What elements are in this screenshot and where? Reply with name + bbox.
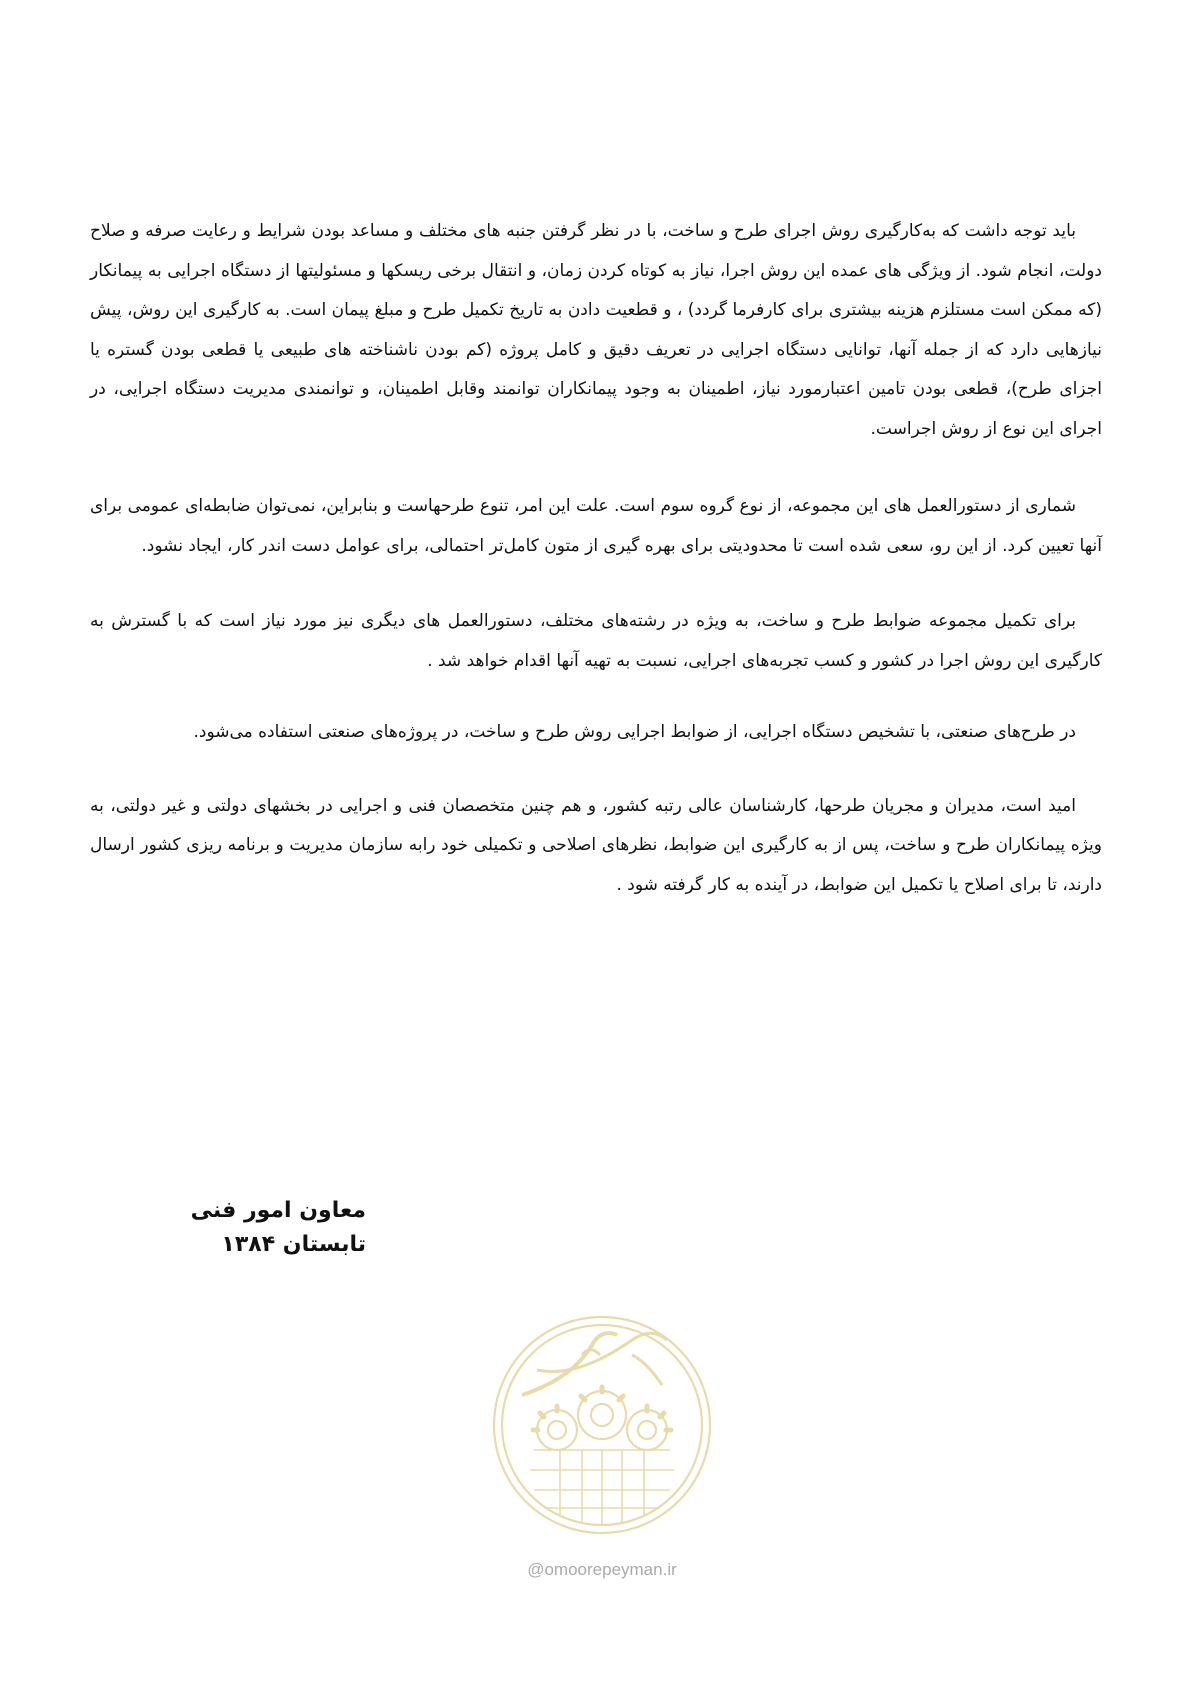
signature-block bbox=[190, 1194, 366, 1262]
paragraph-4: در طرح‌های صنعتی، با تشخیص دستگاه اجرایی، از ضوابط اجرایی روش طرح و ساخت، در پروژه‌های صنعتی استفاده می‌شود. bbox=[193, 722, 1076, 742]
signature-title: معاون امور فنی bbox=[190, 1198, 366, 1223]
signature-date: تابستان ۱۳۸۴ bbox=[221, 1232, 366, 1257]
omoorepeyman-logo-icon bbox=[482, 1300, 722, 1560]
paragraph-2: شماری از دستورالعمل های این مجموعه، از نوع گروه سوم است. علت این امر، تنوع طرحهاست و بنابراین، نمی‌توان ضابطه‌ای عمومی برای آنها تعیین کرد. از این رو، سعی شده است تا محدودیتی برای بهره گیری از متون کامل‌تر احتمالی، برای عوامل دست اندر کار، ایجاد نشود. bbox=[90, 496, 1102, 556]
watermark-url: @omoorepeyman.ir bbox=[527, 1560, 677, 1579]
paragraph-5: امید است، مدیران و مجریان طرحها، کارشناسان عالی رتبه کشور، و هم چنین متخصصان فنی و اجرایی در بخشهای دولتی و غیر دولتی، به ویژه پیمانکاران طرح و ساخت، پس از به کارگیری این ضوابط، نظرهای اصلاحی و تکمیلی خود رابه سازمان مدیریت و برنامه ریزی کشور ارسال دارند، تا برای اصلاح یا تکمیل این ضوابط، در آینده به کار گرفته شود . bbox=[90, 795, 1102, 895]
document-body bbox=[90, 212, 1102, 905]
paragraph-3: برای تکمیل مجموعه ضوابط طرح و ساخت، به ویژه در رشته‌های مختلف، دستورالعمل های دیگری نیز مورد نیاز است که با گسترش به کارگیری این روش اجرا در کشور و کسب تجربه‌های اجرایی، نسبت به تهیه آنها اقدام خواهد شد . bbox=[90, 611, 1102, 671]
paragraph-1: باید توجه داشت که به‌کارگیری روش اجرای طرح و ساخت، با در نظر گرفتن جنبه های مختلف و مساعد بودن شرایط و رعایت صرفه و صلاح دولت، انجام شود. از ویژگی های عمده این روش اجرا، نیاز به کوتاه کردن زمان، و انتقال برخی ریسکها و مسئولیتها از دستگاه اجرایی به پیمانکار (که ممکن است مستلزم هزینه بیشتری برای کارفرما گردد) ، و قطعیت دادن به تاریخ تکمیل طرح و مبلغ پیمان است. به کارگیری این روش، پیش نیازهایی دارد که از جمله آنها، توانایی دستگاه اجرایی در تعریف دقیق و کامل پروژه (کم بودن ناشناخته های طبیعی یا قطعی بودن گستره یا اجزای طرح)، قطعی بودن تامین اعتبارمورد نیاز، اطمینان به وجود پیمانکاران توانمند وقابل اطمینان، و توانمندی مدیریت دستگاه اجرایی، در اجرای این نوع از روش اجراست. bbox=[90, 221, 1102, 439]
